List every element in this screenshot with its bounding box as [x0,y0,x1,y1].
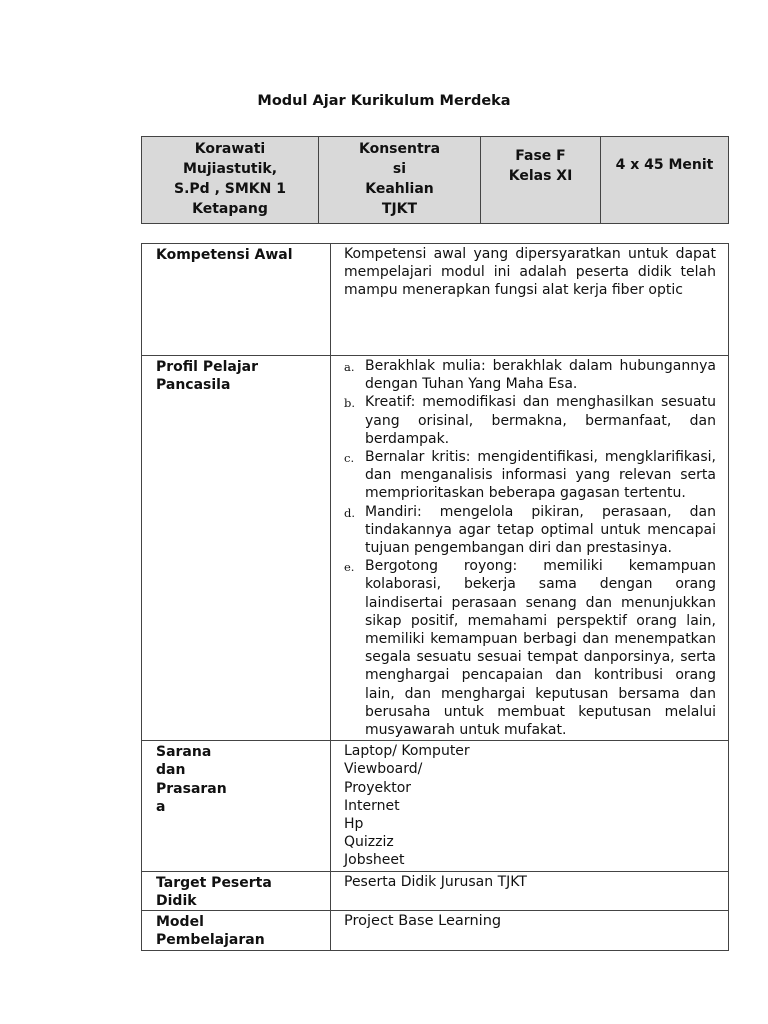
sarana-item: Proyektor [344,779,412,796]
sarana-item: Viewboard/ [344,761,423,778]
profil-label-line: Pancasila [156,377,231,394]
list-item-text: Kreatif: memodifikasi dan menghasilkan sesuatu yang orisinal, bermakna, bermanfaat, dan berdampak. [365,394,716,447]
kompetensi-awal-content [331,244,729,356]
profil-content [331,356,729,741]
row-model [142,911,729,950]
list-item [344,393,716,448]
kelas-line: Kelas XI [508,168,573,184]
target-label-line: Target Peserta [156,874,272,891]
list-item-text: Berakhlak mulia: berakhlak dalam hubungannya dengan Tuhan Yang Maha Esa. [365,358,716,393]
sarana-label [142,741,331,871]
fase-line: Fase F [515,148,566,164]
waktu-cell [601,137,729,224]
model-text: Project Base Learning [344,913,502,930]
list-marker: d. [344,505,356,520]
sarana-label-line: Prasaran [156,780,227,797]
sarana-content [331,741,729,871]
kompetensi-awal-label: Kompetensi Awal [142,244,331,356]
model-label [142,911,331,950]
sarana-label-line: a [156,798,166,815]
list-marker: b. [344,396,356,411]
module-table [141,243,729,951]
list-item-text: Bernalar kritis: mengidentifikasi, mengklarifikasi, dan menganalisis informasi yang relevan serta memprioritaskan beberapa gagasan tertentu. [365,449,716,502]
konsentrasi-line: Konsentra [358,141,441,157]
sarana-item: Hp [344,816,364,833]
list-item [344,448,716,503]
sarana-item: Laptop/ Komputer [344,743,470,760]
konsentrasi-line: Keahlian [365,181,434,197]
list-marker: e. [344,560,355,575]
model-label-line: Model [156,914,204,931]
kompetensi-awal-text: Kompetensi awal yang dipersyaratkan untuk dapat mempelajari modul ini adalah peserta didik telah mampu menerapkan fungsi alat kerja fiber optic [344,246,716,299]
header-table [141,136,729,224]
list-item [344,357,716,393]
target-label [142,871,331,910]
konsentrasi-line: si [392,161,407,177]
author-line: Korawati [194,141,266,157]
list-item-text: Mandiri: mengelola pikiran, perasaan, dan tindakannya agar tetap optimal untuk mencapai tujuan pengembangan diri dan prestasinya. [365,503,716,557]
list-item-text: Bergotong royong: memiliki kemampuan kolaborasi, bekerja sama dengan orang laindisertai perasaan senang dan menunjukkan sikap positif, memahami perspektif orang lain, memiliki kemampuan berbagi dan menempatkan segala sesuatu sesuai tempat danporsinya, serta menghargai pencapaian dan kontribusi orang lain, dan menghargai keputusan bersama dan berusaha untuk membuat keputusan melalui musyawarah untuk mufakat. [365,558,716,739]
target-text: Peserta Didik Jurusan TJKT [344,873,527,890]
list-item [344,503,716,558]
author-line: Mujiastutik, [182,161,278,177]
author-cell [142,137,319,224]
profil-label [142,356,331,741]
waktu-text: 4 x 45 Menit [615,157,714,173]
row-sarana [142,741,729,871]
row-profil-pelajar [142,356,729,741]
profil-list [344,357,716,739]
profil-label-line: Profil Pelajar [156,359,258,375]
model-content [331,911,729,950]
sarana-item: Quizziz [344,834,394,851]
list-marker: a. [344,360,355,374]
list-item [344,557,716,739]
sarana-label-line: Sarana [156,744,212,761]
page-title: Modul Ajar Kurikulum Merdeka [257,93,511,109]
model-label-line: Pembelajaran [156,932,265,949]
fase-cell [481,137,601,224]
row-kompetensi-awal [142,244,729,356]
sarana-item: Internet [344,797,400,814]
author-line: S.Pd , SMKN 1 [174,181,286,197]
author-line: Ketapang [192,201,268,217]
target-label-line: Didik [156,892,197,909]
konsentrasi-line: TJKT [381,201,418,217]
sarana-item: Jobsheet [344,852,405,869]
sarana-label-line: dan [156,762,186,779]
list-marker: c. [344,451,355,466]
row-target-peserta [142,871,729,910]
konsentrasi-cell [319,137,481,224]
target-content [331,871,729,910]
